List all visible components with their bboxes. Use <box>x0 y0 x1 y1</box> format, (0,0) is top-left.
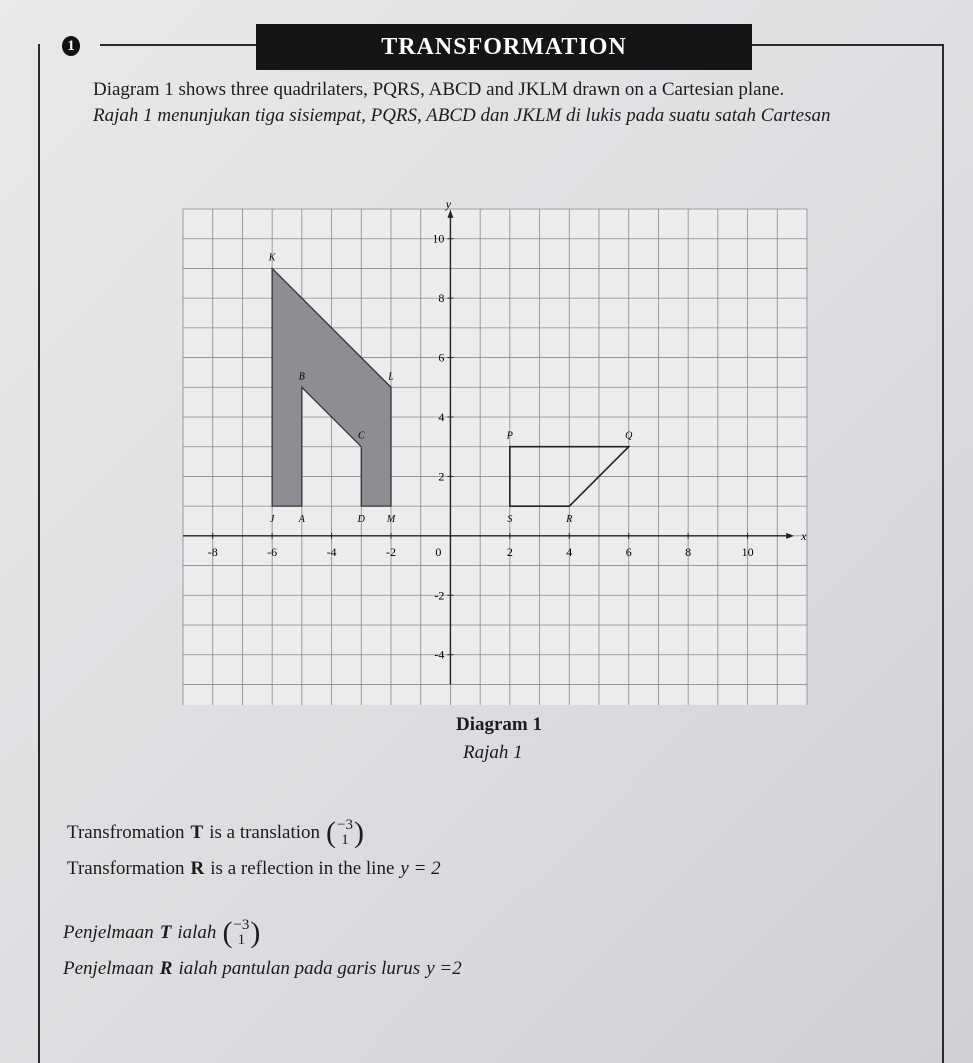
stmt-t-en-letter: T <box>190 822 204 843</box>
x-tick-label: 2 <box>506 544 513 559</box>
x-tick-label: -6 <box>267 544 278 559</box>
y-tick-label: 2 <box>438 469 445 484</box>
statement-translation-en <box>67 818 364 848</box>
y-tick-label: -4 <box>434 647 445 662</box>
vector-bottom: 1 <box>341 832 349 848</box>
stmt-r-en-letter: R <box>190 858 205 879</box>
point-label-s: S <box>507 514 513 526</box>
vector-top: −3 <box>337 817 353 833</box>
vector-bottom-my: 1 <box>237 932 246 948</box>
intro-english: Diagram 1 shows three quadrilaters, PQRS, ABCD and JKLM drawn on a Cartesian plane. <box>93 79 785 100</box>
point-label-r: R <box>566 514 573 526</box>
translation-vector: ( −3 1 ) <box>326 816 364 849</box>
stmt-r-my-prefix: Penjelmaan <box>63 958 154 979</box>
border-left <box>38 44 40 1063</box>
point-label-j: J <box>269 514 275 526</box>
point-label-b: B <box>298 371 305 383</box>
x-tick-label: 8 <box>685 544 692 559</box>
point-label-a: A <box>298 514 305 526</box>
point-label-k: K <box>268 252 276 264</box>
y-tick-label: -2 <box>434 588 445 603</box>
x-tick-label: -4 <box>326 544 337 559</box>
point-label-c: C <box>357 430 365 442</box>
x-tick-label: 10 <box>741 544 754 559</box>
vector-top-my: −3 <box>233 917 250 933</box>
stmt-t-my-mid: ialah <box>177 922 217 943</box>
y-tick-label: 4 <box>438 410 445 424</box>
cartesian-plane <box>183 196 807 705</box>
stmt-r-en-prefix: Transformation <box>67 858 185 879</box>
question-number: 1 <box>62 36 80 56</box>
stmt-r-en-mid: is a reflection in the line <box>210 858 395 879</box>
stmt-r-my-eq: y =2 <box>426 958 462 979</box>
x-tick-label: 4 <box>566 544 573 559</box>
stmt-r-en-eq: y = 2 <box>400 858 441 879</box>
point-label-p: P <box>506 430 513 442</box>
border-right <box>942 44 944 1063</box>
y-tick-label: 8 <box>438 291 445 306</box>
point-label-q: Q <box>625 430 633 442</box>
stmt-r-my-mid: ialah pantulan pada garis lurus <box>178 958 421 979</box>
stmt-t-en-prefix: Transfromation <box>67 822 185 843</box>
intro-malay: Rajah 1 menunjukan tiga sisiempat, PQRS, ABCD dan JKLM di lukis pada suatu satah Cartesan <box>93 105 831 126</box>
statement-translation-my <box>63 918 260 948</box>
diagram-caption-malay: Rajah 1 <box>463 742 523 763</box>
y-axis-label: y <box>445 196 452 211</box>
point-label-d: D <box>357 514 365 526</box>
section-title: TRANSFORMATION <box>256 24 752 70</box>
y-tick-label: 6 <box>438 350 445 365</box>
stmt-t-en-mid: is a translation <box>209 822 321 843</box>
stmt-t-my-letter: T <box>159 922 172 943</box>
stmt-r-my-letter: R <box>159 958 173 979</box>
x-tick-label: 0 <box>435 544 442 559</box>
x-tick-label: -8 <box>207 544 218 559</box>
point-label-l: L <box>388 371 394 383</box>
stmt-t-my-prefix: Penjelmaan <box>63 922 154 943</box>
diagram-caption-english: Diagram 1 <box>456 714 543 735</box>
x-tick-label: 6 <box>625 544 632 559</box>
point-label-m: M <box>386 514 396 526</box>
x-axis-label: x <box>801 528 807 543</box>
statement-reflection-my <box>63 958 462 980</box>
x-tick-label: -2 <box>386 544 396 559</box>
translation-vector-my: ( −3 1 ) <box>222 916 261 949</box>
statement-reflection-en <box>67 858 441 880</box>
y-tick-label: 10 <box>432 231 445 246</box>
